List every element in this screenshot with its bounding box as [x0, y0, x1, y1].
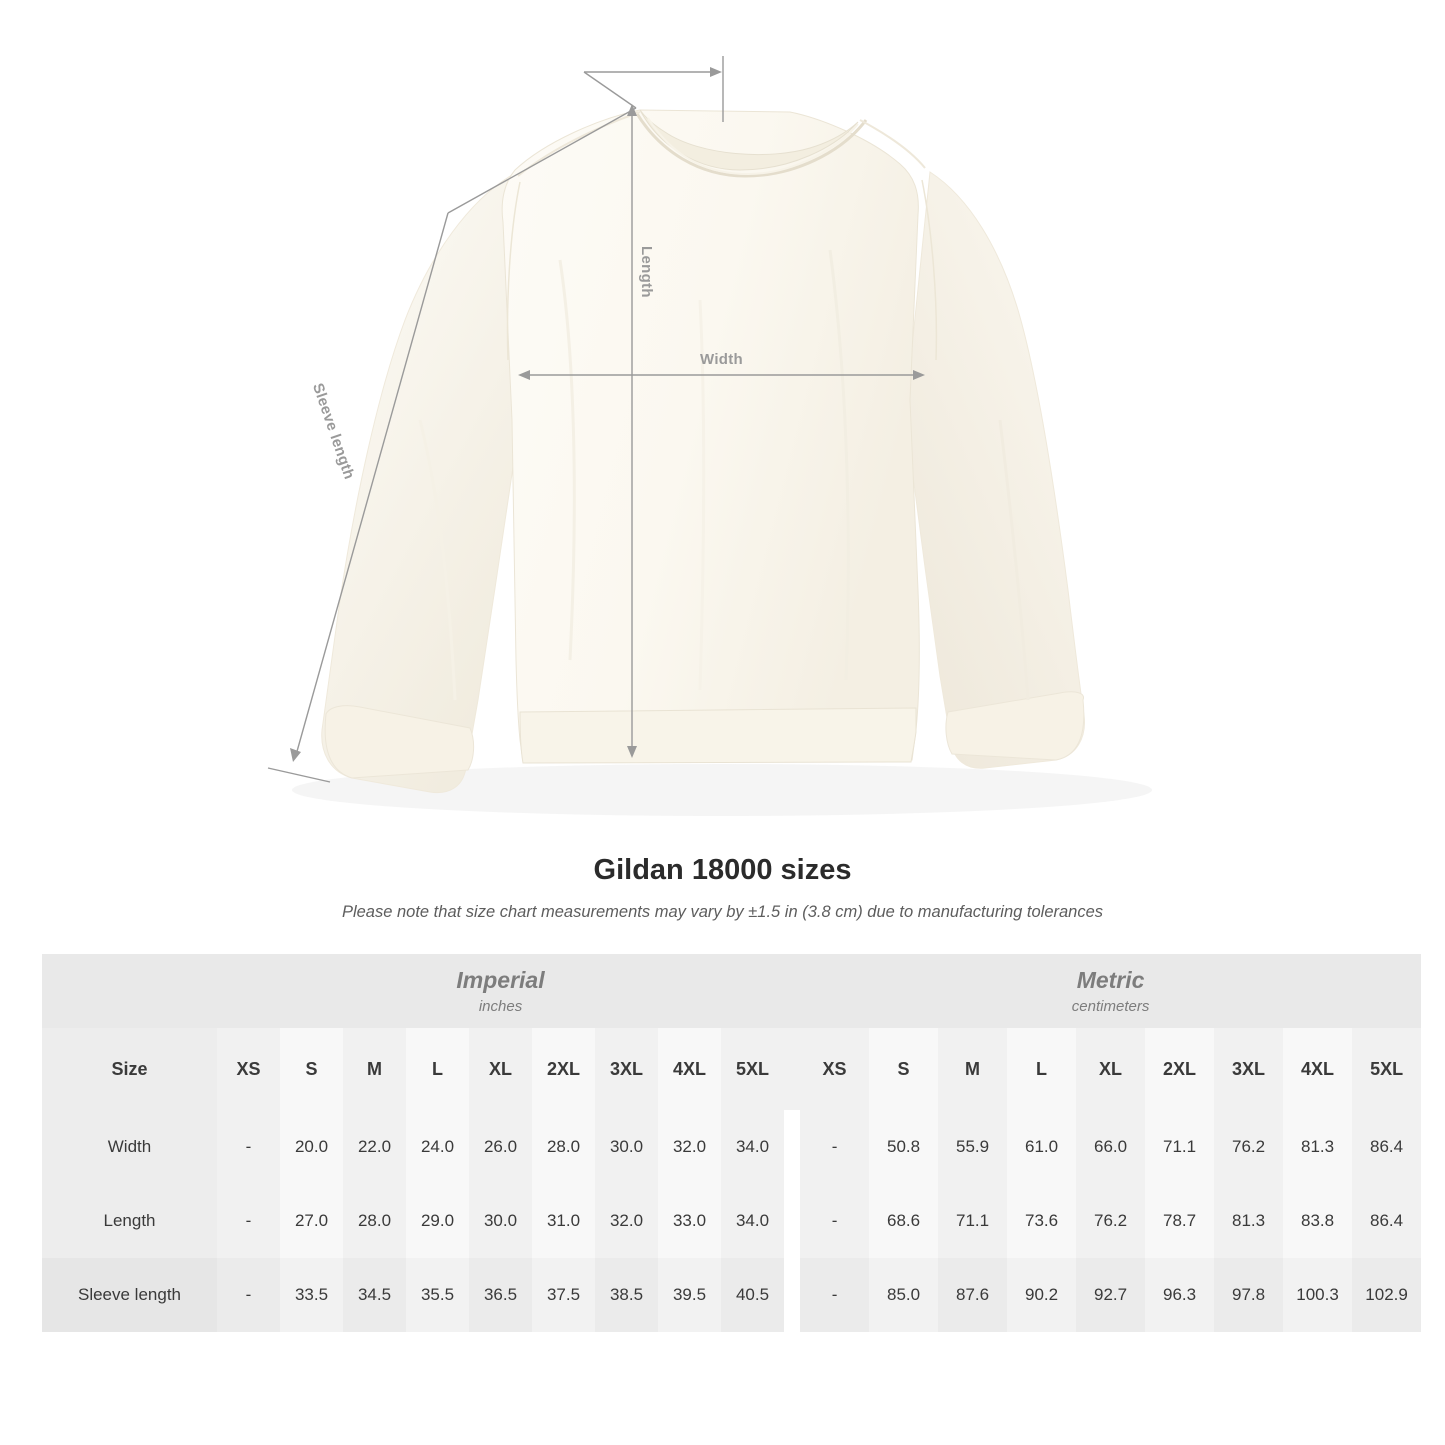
width-metric-l: 61.0: [1007, 1110, 1076, 1184]
length-metric-3xl: 81.3: [1214, 1184, 1283, 1258]
width-imperial-xs: -: [217, 1110, 280, 1184]
size-table-wrapper: [42, 954, 1408, 1332]
metric-label: Metric: [1076, 966, 1145, 993]
length-metric-5xl: 86.4: [1352, 1184, 1421, 1258]
header-imperial-3xl: 3XL: [595, 1028, 658, 1110]
length-imperial-2xl: 31.0: [532, 1184, 595, 1258]
unit-header-spacer: [784, 954, 800, 1028]
header-metric-2xl: 2XL: [1145, 1028, 1214, 1110]
length-metric-l: 73.6: [1007, 1184, 1076, 1258]
header-metric-xl: XL: [1076, 1028, 1145, 1110]
header-imperial-m: M: [343, 1028, 406, 1110]
header-metric-4xl: 4XL: [1283, 1028, 1352, 1110]
length-metric-m: 71.1: [938, 1184, 1007, 1258]
size-table: [42, 954, 1421, 1332]
sleeve-imperial-xs: -: [217, 1258, 280, 1332]
size-header-row: [42, 1028, 1421, 1110]
unit-header-imperial: [217, 954, 784, 1028]
row-spacer: [784, 1110, 800, 1184]
row-spacer: [784, 1184, 800, 1258]
unit-header-row: [42, 954, 1421, 1028]
length-imperial-4xl: 33.0: [658, 1184, 721, 1258]
imperial-label: Imperial: [456, 966, 545, 993]
row-spacer: [784, 1258, 800, 1332]
header-imperial-xl: XL: [469, 1028, 532, 1110]
sleeve-metric-xs: -: [800, 1258, 869, 1332]
header-imperial-xs: XS: [217, 1028, 280, 1110]
length-imperial-xs: -: [217, 1184, 280, 1258]
row-label-sleeve-length: Sleeve length: [42, 1258, 217, 1332]
sleeve-metric-5xl: 102.9: [1352, 1258, 1421, 1332]
title-block: [0, 854, 1445, 922]
sleeve-imperial-s: 33.5: [280, 1258, 343, 1332]
table-row: [42, 1258, 1421, 1332]
header-imperial-4xl: 4XL: [658, 1028, 721, 1110]
header-metric-xs: XS: [800, 1028, 869, 1110]
sleeve-imperial-m: 34.5: [343, 1258, 406, 1332]
width-metric-xs: -: [800, 1110, 869, 1184]
header-imperial-5xl: 5XL: [721, 1028, 784, 1110]
length-metric-s: 68.6: [869, 1184, 938, 1258]
length-imperial-xl: 30.0: [469, 1184, 532, 1258]
width-imperial-s: 20.0: [280, 1110, 343, 1184]
width-metric-s: 50.8: [869, 1110, 938, 1184]
tolerance-note: Please note that size chart measurements may vary by ±1.5 in (3.8 cm) due to manufacturing tolerances: [341, 903, 1104, 921]
header-metric-s: S: [869, 1028, 938, 1110]
sleeve-metric-l: 90.2: [1007, 1258, 1076, 1332]
width-imperial-5xl: 34.0: [721, 1110, 784, 1184]
header-metric-5xl: 5XL: [1352, 1028, 1421, 1110]
header-imperial-s: S: [280, 1028, 343, 1110]
length-imperial-3xl: 32.0: [595, 1184, 658, 1258]
header-metric-l: L: [1007, 1028, 1076, 1110]
header-imperial-l: L: [406, 1028, 469, 1110]
length-metric-4xl: 83.8: [1283, 1184, 1352, 1258]
table-row: [42, 1184, 1421, 1258]
sleeve-imperial-l: 35.5: [406, 1258, 469, 1332]
width-imperial-4xl: 32.0: [658, 1110, 721, 1184]
length-metric-2xl: 78.7: [1145, 1184, 1214, 1258]
sleeve-metric-3xl: 97.8: [1214, 1258, 1283, 1332]
width-imperial-3xl: 30.0: [595, 1110, 658, 1184]
metric-sub-label: centimeters: [1071, 998, 1150, 1016]
sleeve-imperial-xl: 36.5: [469, 1258, 532, 1332]
width-metric-2xl: 71.1: [1145, 1110, 1214, 1184]
sleeve-imperial-4xl: 39.5: [658, 1258, 721, 1332]
sleeve-metric-4xl: 100.3: [1283, 1258, 1352, 1332]
width-imperial-m: 22.0: [343, 1110, 406, 1184]
length-imperial-l: 29.0: [406, 1184, 469, 1258]
sleeve-metric-s: 85.0: [869, 1258, 938, 1332]
sleeve-imperial-2xl: 37.5: [532, 1258, 595, 1332]
header-imperial-2xl: 2XL: [532, 1028, 595, 1110]
row-label-width: Width: [42, 1110, 217, 1184]
table-row: [42, 1110, 1421, 1184]
width-metric-5xl: 86.4: [1352, 1110, 1421, 1184]
size-header-label: Size: [42, 1028, 217, 1110]
width-imperial-2xl: 28.0: [532, 1110, 595, 1184]
length-imperial-5xl: 34.0: [721, 1184, 784, 1258]
width-dimension-label: Width: [700, 351, 744, 368]
unit-header-blank: [42, 954, 217, 1028]
imperial-sub-label: inches: [478, 998, 523, 1016]
width-metric-xl: 66.0: [1076, 1110, 1145, 1184]
header-metric-m: M: [938, 1028, 1007, 1110]
length-metric-xl: 76.2: [1076, 1184, 1145, 1258]
length-dimension-label: Length: [638, 246, 655, 298]
header-spacer: [784, 1028, 800, 1110]
sleeve-length-dimension-label: Sleeve length: [308, 381, 358, 482]
sleeve-metric-m: 87.6: [938, 1258, 1007, 1332]
sleeve-imperial-5xl: 40.5: [721, 1258, 784, 1332]
width-metric-4xl: 81.3: [1283, 1110, 1352, 1184]
sleeve-imperial-3xl: 38.5: [595, 1258, 658, 1332]
width-metric-3xl: 76.2: [1214, 1110, 1283, 1184]
width-metric-m: 55.9: [938, 1110, 1007, 1184]
header-metric-3xl: 3XL: [1214, 1028, 1283, 1110]
page-title: Gildan 18000 sizes: [593, 854, 852, 886]
sleeve-metric-2xl: 96.3: [1145, 1258, 1214, 1332]
sleeve-metric-xl: 92.7: [1076, 1258, 1145, 1332]
length-imperial-s: 27.0: [280, 1184, 343, 1258]
unit-header-metric: [800, 954, 1421, 1028]
width-imperial-l: 24.0: [406, 1110, 469, 1184]
row-label-length: Length: [42, 1184, 217, 1258]
width-imperial-xl: 26.0: [469, 1110, 532, 1184]
length-metric-xs: -: [800, 1184, 869, 1258]
length-imperial-m: 28.0: [343, 1184, 406, 1258]
